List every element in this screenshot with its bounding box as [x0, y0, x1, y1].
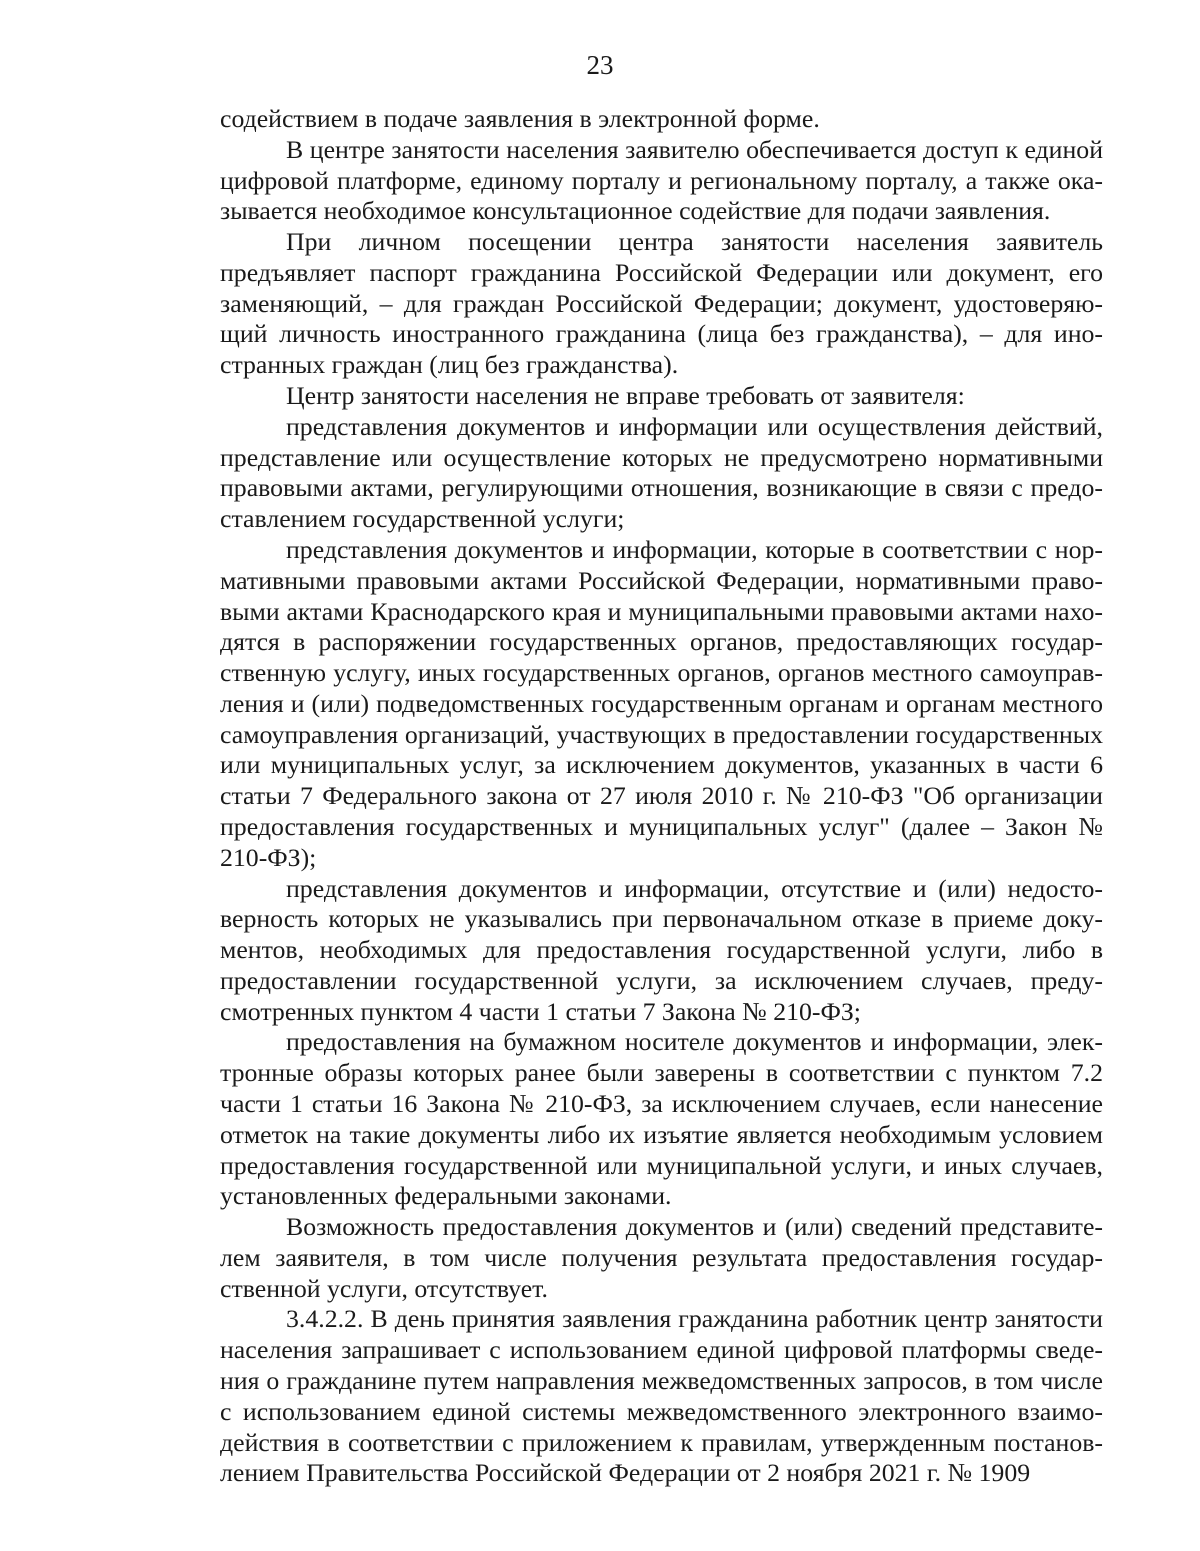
paragraph: Возможность предоставления документов и (или) сведений представителем заявителя, в том числе получения результата предоставления государственной услуги, отсутствует. — [220, 1212, 1103, 1303]
page-number: 23 — [586, 50, 614, 80]
paragraph: представления документов и информации, которые в соответствии с нормативными правовыми актами Российской Федерации, нормативными правовыми актами Краснодарского края и муниципальными правовыми актами находятся в распоряжении государственных органов, предоставляющих государственную услугу, иных государственных органов, органов местного самоуправления и (или) подведомственных государственным органам и органам местного самоуправления организаций, участвующих в предоставлении государственных или муниципальных услуг, за исключением документов, указанных в части 6 статьи 7 Федерального закона от 27 июля 2010 г. № 210-ФЗ "Об организации предоставления государственных и муниципальных услуг" (далее – Закон № 210-ФЗ); — [220, 534, 1103, 872]
paragraph: При личном посещении центра занятости населения заявитель предъявляет паспорт гражданина Российской Федерации или документ, его заменяющий, – для граждан Российской Федерации; документ, удостоверяющий личность иностранного гражданина (лица без гражданства), – для иностранных граждан (лиц без гражданства). — [220, 227, 1103, 380]
paragraph: В центре занятости населения заявителю обеспечивается доступ к единой цифровой платформе, единому порталу и региональному порталу, а также оказывается необходимое консультационное содействие для подачи заявления. — [220, 134, 1103, 226]
paragraph: представления документов и информации или осуществления действий, представление или осуществление которых не предусмотрено нормативными правовыми актами, регулирующими отношения, возникающие в связи с предоставлением государственной услуги; — [220, 411, 1103, 534]
paragraph: Центр занятости населения не вправе требовать от заявителя: — [286, 381, 965, 411]
paragraph: 3.4.2.2. В день принятия заявления гражданина работник центр занятости населения запрашивает с использованием единой цифровой платформы сведения о гражданине путем направления межведомственных запросов, в том числе с использованием единой системы межведомственного электронного взаимодействия в соответствии с приложением к правилам, утвержденным постановлением Правительства Российской Федерации от 2 ноября 2021 г. № 1909 — [220, 1304, 1103, 1488]
paragraph: содействием в подаче заявления в электронной форме. — [220, 104, 820, 133]
paragraph: представления документов и информации, отсутствие и (или) недостоверность которых не указывались при первоначальном отказе в приеме документов, необходимых для предоставления государственной услуги, либо в предоставлении государственной услуги, за исключением случаев, предусмотренных пунктом 4 части 1 статьи 7 Закона № 210-ФЗ; — [220, 873, 1103, 1026]
document-body — [220, 104, 1103, 1489]
paragraph: предоставления на бумажном носителе документов и информации, электронные образы которых ранее были заверены в соответствии с пунктом 7.2 части 1 статьи 16 Закона № 210-ФЗ, за исключением случаев, если нанесение отметок на такие документы либо их изъятие является необходимым условием предоставления государственной или муниципальной услуги, и иных случаев, установленных федеральными законами. — [220, 1027, 1103, 1211]
